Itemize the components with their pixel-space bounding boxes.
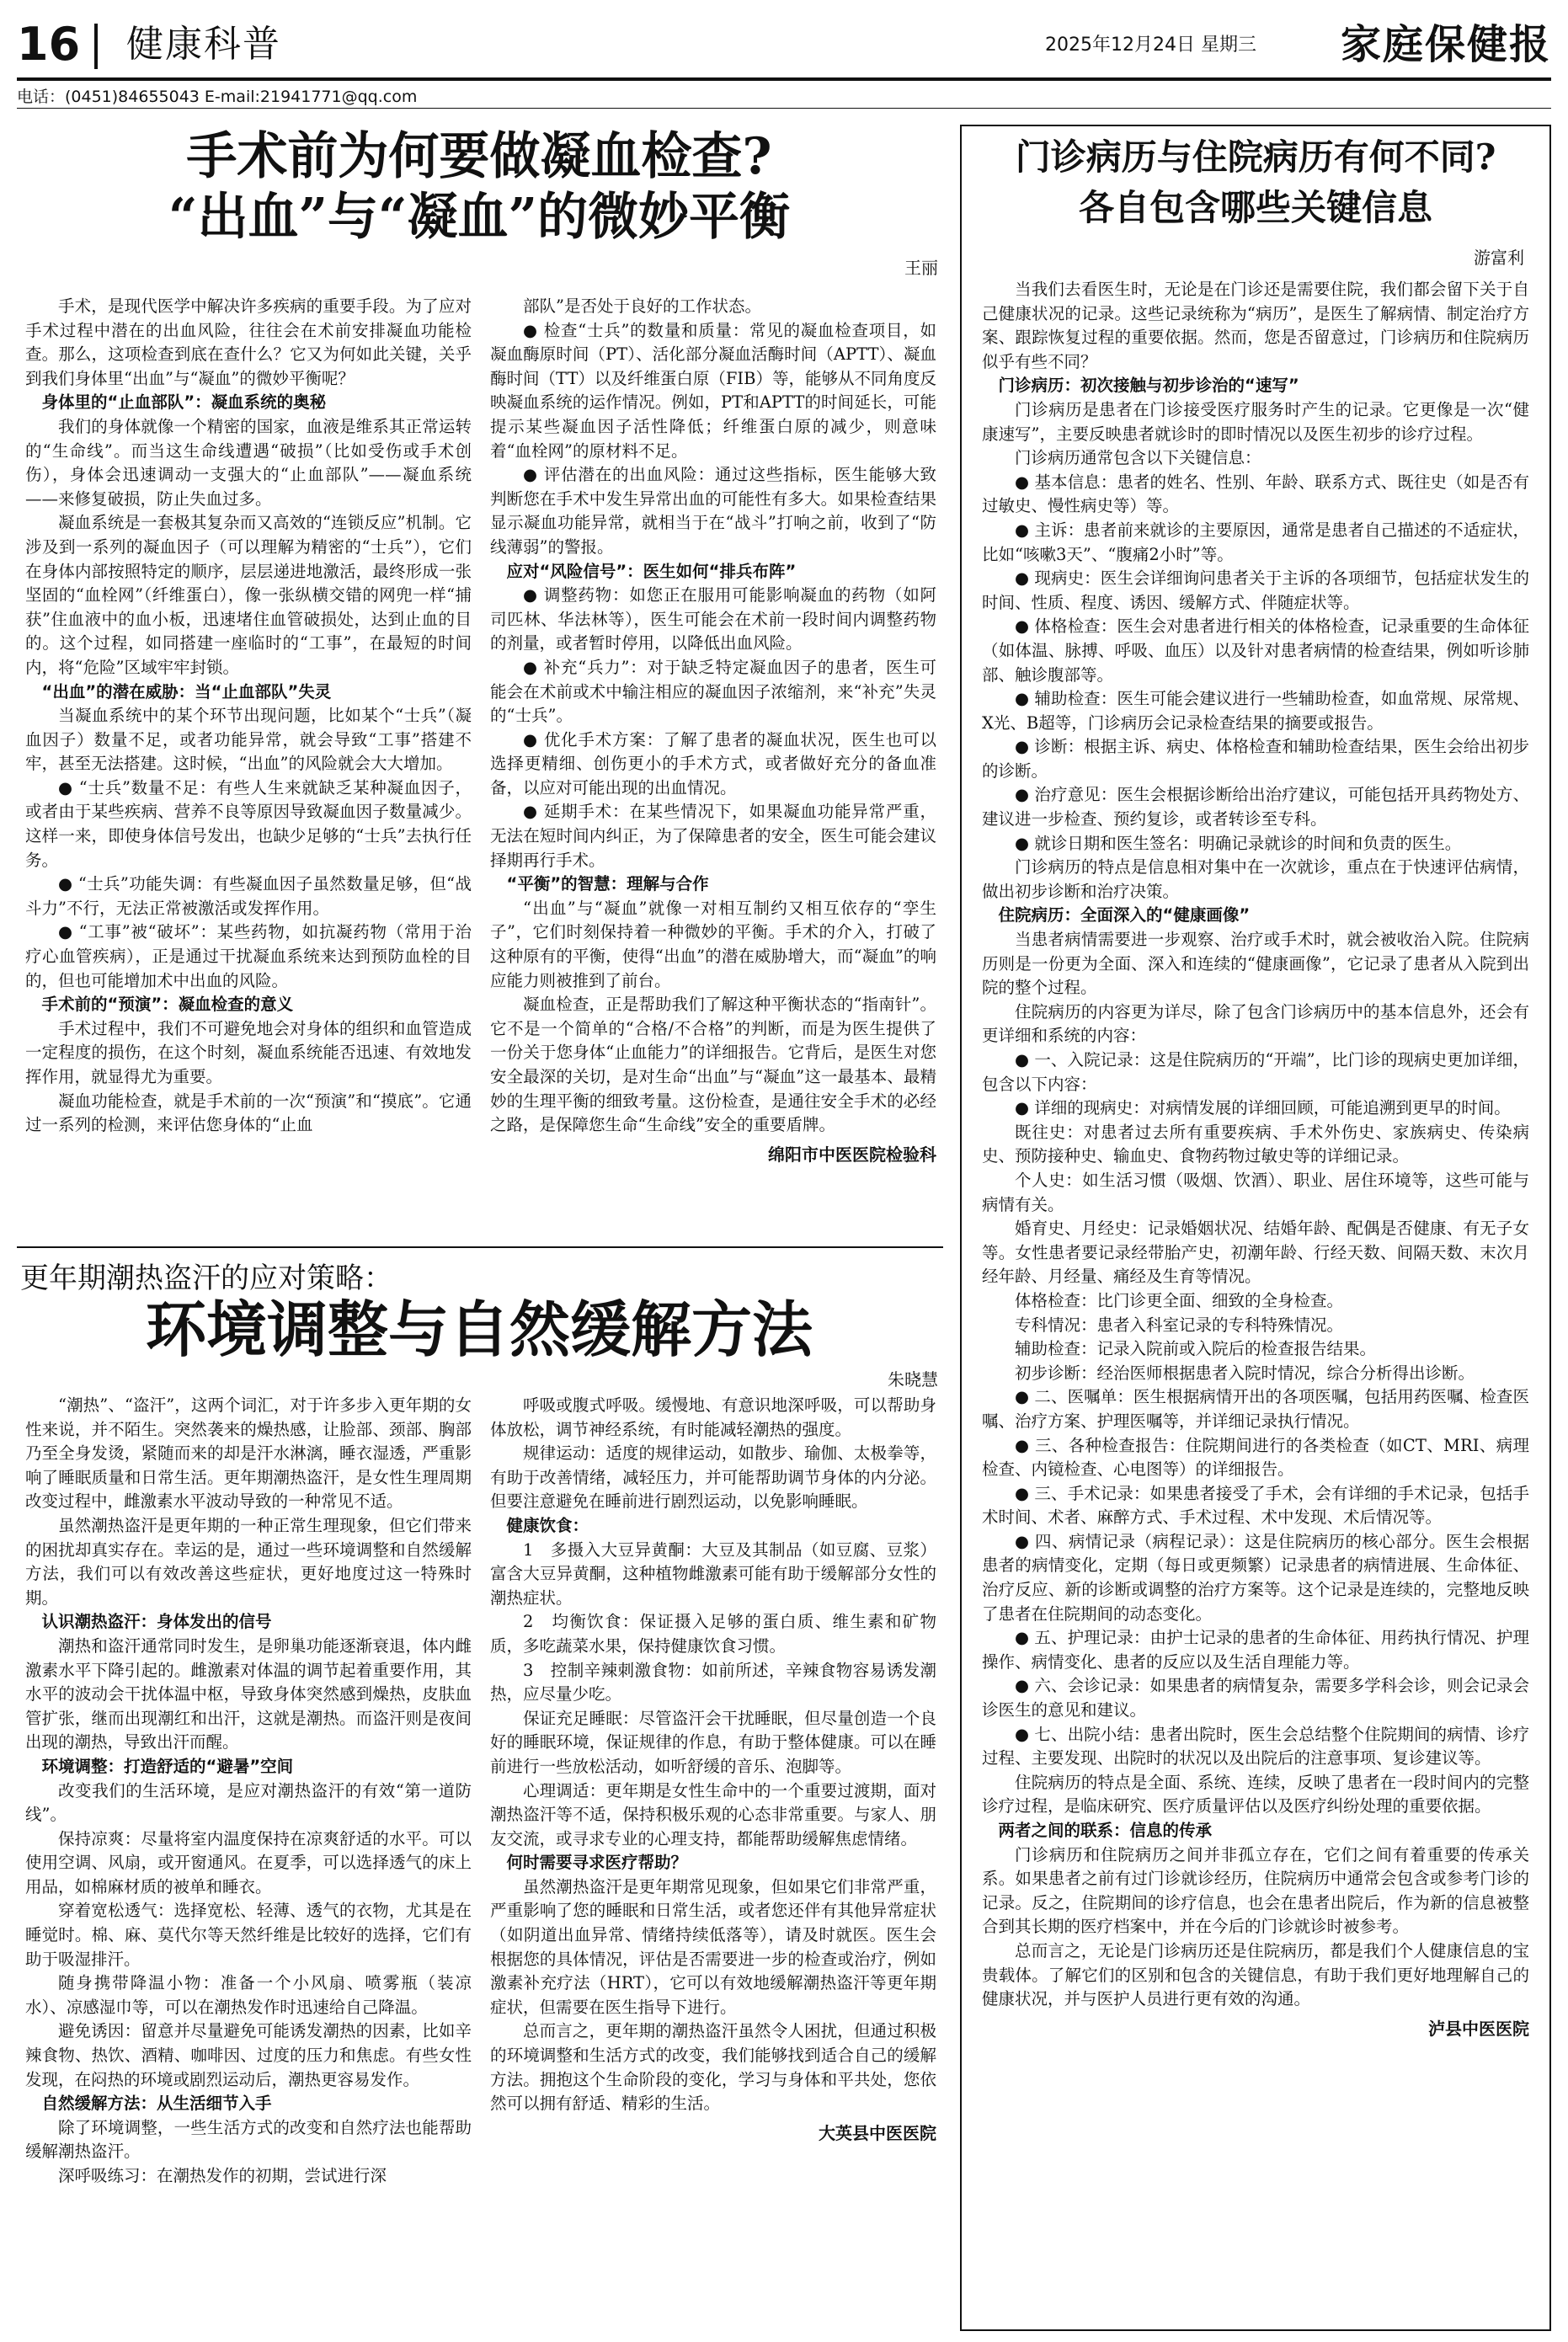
contact-line: 电话：(0451)84655043 E-mail:21941771@qq.com (17, 88, 418, 106)
paragraph: ● “工事”被“破坏”：某些药物，如抗凝药物（常用于治疗心血管疾病），正是通过干扰凝血系统来达到预防血栓的目的，但也可能增加术中出血的风险。 (25, 922, 472, 990)
paragraph: 保证充足睡眠：尽管盗汗会干扰睡眠，但尽量创造一个良好的睡眠环境，保证规律的作息，有助于整体健康。可以在睡前进行一些放松活动，如听舒缓的音乐、泡脚等。 (490, 1708, 936, 1776)
paragraph: 婚育史、月经史：记录婚姻状况、结婚年龄、配偶是否健康、有无子女等。女性患者要记录经带胎产史，初潮年龄、行经天数、间隔天数、末次月经年龄、月经量、痛经及生育等情况。 (982, 1219, 1529, 1287)
newspaper-name: 家庭保健报 (1340, 21, 1551, 68)
article-divider (17, 1246, 943, 1248)
subheading: 两者之间的联系：信息的传承 (998, 1821, 1213, 1840)
paragraph: 门诊病历是患者在门诊接受医疗服务时产生的记录。它更像是一次“健康速写”，主要反映患者就诊时的即时情况以及医生初步的诊疗过程。 (982, 399, 1529, 444)
paragraph: 专科情况：患者入科室记录的专科特殊情况。 (1015, 1315, 1344, 1335)
paragraph: 住院病历的内容更为详尽，除了包含门诊病历中的基本信息外，还会有更详细和系统的内容： (982, 1001, 1529, 1046)
paragraph: 穿着宽松透气：选择宽松、轻薄、透气的衣物，尤其是在睡觉时。棉、麻、莫代尔等天然纤维是比较好的选择，它们有助于吸湿排汗。 (25, 1901, 472, 1969)
author-affiliation: 泸县中医医院 (1428, 2018, 1529, 2039)
article2-column2 (490, 1394, 936, 2329)
paragraph: 既往史：对患者过去所有重要疾病、手术外伤史、家族病史、传染病史、预防接种史、输血史、食物药物过敏史等的详细记录。 (982, 1122, 1529, 1166)
article2-title: 环境调整与自然缓解方法 (145, 1294, 813, 1365)
paragraph: ● 诊断：根据主诉、病史、体格检查和辅助检查结果，医生会给出初步的诊断。 (982, 737, 1529, 781)
page-header (17, 15, 1551, 74)
subheading: 环境调整：打造舒适的“避暑”空间 (41, 1756, 294, 1776)
paragraph: ● 四、病情记录（病程记录）：这是住院病历的核心部分。医生会根据患者的病情变化，定期（每日或更频繁）记录患者的病情进展、生命体征、治疗反应、新的诊断或调整的治疗方案等。这个记录是连续的，完整地反映了患者在住院期间的动态变化。 (982, 1531, 1529, 1624)
page-number: 16 (17, 18, 81, 71)
paragraph: 随身携带降温小物：准备一个小风扇、喷雾瓶（装凉水）、凉感湿巾等，可以在潮热发作时迅速给自己降温。 (25, 1973, 472, 2017)
paragraph: 我们的身体就像一个精密的国家，血液是维系其正常运转的“生命线”。而当这生命线遭遇“破损”（比如受伤或手术创伤），身体会迅速调动一支强大的“止血部队”——凝血系统——来修复破损，防止失血过多。 (25, 416, 472, 509)
paragraph: 避免诱因：留意并尽量避免可能诱发潮热的因素，比如辛辣食物、热饮、酒精、咖啡因、过度的压力和焦虑。有些女性发现，在闷热的环境或剧烈运动后，潮热更容易发作。 (25, 2021, 472, 2089)
subheading: 认识潮热盗汗：身体发出的信号 (41, 1612, 272, 1632)
paragraph: ● 优化手术方案：了解了患者的凝血状况，医生也可以选择更精细、创伤更小的手术方式，或者做好充分的备血准备，以应对可能出现的出血情况。 (490, 729, 936, 798)
paragraph: 凝血系统是一套极其复杂而又高效的“连锁反应”机制。它涉及到一系列的凝血因子（可以理解为精密的“士兵”），它们在身体内部按照特定的顺序，层层递进地激活，最终形成一张坚固的“血栓网”（纤维蛋白），像一张纵横交错的网兜一样“捕获”住血液中的血小板，迅速堵住血管破损处，达到止血的目的。这个过程，如同搭建一座临时的“工事”，在最短的时间内，将“危险”区域牢牢封锁。 (25, 513, 472, 677)
paragraph: 门诊病历通常包含以下关键信息： (1015, 448, 1261, 468)
paragraph: ● 现病史：医生会详细询问患者关于主诉的各项细节，包括症状发生的时间、性质、程度、诱因、缓解方式、伴随症状等。 (982, 568, 1529, 612)
subheading: 应对“风险信号”：医生如何“排兵布阵” (506, 561, 797, 581)
paragraph: 总而言之，无论是门诊病历还是住院病历，都是我们个人健康信息的宝贵载体。了解它们的区别和包含的关键信息，有助于我们更好地理解自己的健康状况，并与医护人员进行更有效的沟通。 (982, 1940, 1529, 2009)
article2-column1 (25, 1394, 472, 2329)
paragraph: 总而言之，更年期的潮热盗汗虽然令人困扰，但通过积极的环境调整和生活方式的改变，我们能够找到适合自己的缓解方法。拥抱这个生命阶段的变化，学习与身体和平共处，您依然可以拥有舒适、精彩的生活。 (490, 2021, 936, 2114)
paragraph: 个人史：如生活习惯（吸烟、饮酒）、职业、居住环境等，这些可能与病情有关。 (982, 1170, 1529, 1214)
subheading: 手术前的“预演”：凝血检查的意义 (41, 995, 294, 1015)
paragraph: 门诊病历的特点是信息相对集中在一次就诊，重点在于快速评估病情，做出初步诊断和治疗决策。 (982, 857, 1529, 901)
paragraph: 初步诊断：经治医师根据患者入院时情况，综合分析得出诊断。 (1015, 1363, 1475, 1383)
paragraph: 深呼吸练习：在潮热发作的初期，尝试进行深 (58, 2166, 387, 2185)
paragraph: 心理调适：更年期是女性生命中的一个重要过渡期，面对潮热盗汗等不适，保持积极乐观的心态非常重要。与家人、朋友交流，或寻求专业的心理支持，都能帮助缓解焦虑情绪。 (490, 1780, 936, 1849)
paragraph: 除了环境调整，一些生活方式的改变和自然疗法也能帮助缓解潮热盗汗。 (25, 2117, 472, 2162)
paragraph: 当我们去看医生时，无论是在门诊还是需要住院，我们都会留下关于自己健康状况的记录。这些记录统称为“病历”，是医生了解病情、制定治疗方案、跟踪恢复过程的重要依据。然而，您是否留意过，门诊病历和住院病历似乎有些不同？ (982, 280, 1529, 371)
paragraph: ● 三、手术记录：如果患者接受了手术，会有详细的手术记录，包括手术时间、术者、麻醉方式、手术过程、术中发现、术后情况等。 (982, 1483, 1529, 1528)
paragraph: 门诊病历和住院病历之间并非孤立存在，它们之间有着重要的传承关系。如果患者之前有过门诊就诊经历，住院病历中通常会包含或参考门诊的记录。反之，住院期间的诊疗信息，也会在患者出院后，作为新的信息被整合到其长期的医疗档案中，并在今后的门诊就诊时被参考。 (982, 1844, 1529, 1937)
subheading: 身体里的“止血部队”：凝血系统的奥秘 (41, 392, 327, 413)
paragraph: ● “士兵”功能失调：有些凝血因子虽然数量足够，但“战斗力”不行，无法正常被激活或发挥作用。 (25, 874, 472, 918)
paragraph: ● 辅助检查：医生可能会建议进行一些辅助检查，如血常规、尿常规、X光、B超等，门诊病历会记录检查结果的摘要或报告。 (982, 689, 1529, 733)
paragraph: 虽然潮热盗汗是更年期的一种正常生理现象，但它们带来的困扰却真实存在。幸运的是，通过一些环境调整和自然缓解方法，我们可以有效改善这些症状，更好地度过这一特殊时期。 (25, 1515, 472, 1608)
paragraph: 3 控制辛辣刺激食物：如前所述，辛辣食物容易诱发潮热，应尽量少吃。 (490, 1660, 936, 1704)
article1-author: 王丽 (904, 258, 938, 278)
subheading: 住院病历：全面深入的“健康画像” (998, 905, 1251, 926)
paragraph: 潮热和盗汗通常同时发生，是卵巢功能逐渐衰退，体内雌激素水平下降引起的。雌激素对体温的调节起着重要作用，其水平的波动会干扰体温中枢，导致身体突然感到燥热，皮肤血管扩张，继而出现潮红和出汗，这就是潮热。而盗汗则是夜间出现的潮热，导致出汗而醒。 (25, 1635, 472, 1752)
paragraph: 手术，是现代医学中解决许多疾病的重要手段。为了应对手术过程中潜在的出血风险，往往会在术前安排凝血功能检查。那么，这项检查到底在查什么？它又为何如此关键，关乎到我们身体里“出血”与“凝血”的微妙平衡呢？ (25, 296, 472, 388)
paragraph: ● 评估潜在的出血风险：通过这些指标，医生能够大致判断您在手术中发生异常出血的可能性有多大。如果检查结果显示凝血功能异常，就相当于在“战斗”打响之前，收到了“防线薄弱”的警报。 (490, 465, 936, 557)
article3-author: 游富利 (1474, 248, 1524, 268)
paragraph: “出血”与“凝血”就像一对相互制约又相互依存的“孪生子”，它们时刻保持着一种微妙的平衡。手术的介入，打破了这种原有的平衡，使得“出血”的潜在威胁增大，而“凝血”的响应能力则被推到了前台。 (490, 898, 936, 990)
section-title: 健康科普 (126, 23, 281, 66)
paragraph: 住院病历的特点是全面、系统、连续，反映了患者在一段时间内的完整诊疗过程，是临床研究、医疗质量评估以及医疗纠纷处理的重要依据。 (982, 1772, 1529, 1817)
article1-title-line2: “出血”与“凝血”的微妙平衡 (168, 188, 791, 247)
article3-title-line2: 各自包含哪些关键信息 (1078, 187, 1432, 228)
paragraph: ● 五、护理记录：由护士记录的患者的生命体征、用药执行情况、护理操作、病情变化、患者的反应以及生活自理能力等。 (982, 1628, 1529, 1672)
paragraph: 规律运动：适度的规律运动，如散步、瑜伽、太极拳等，有助于改善情绪，减轻压力，并可能帮助调节身体的内分泌。但要注意避免在睡前进行剧烈运动，以免影响睡眠。 (490, 1443, 936, 1512)
paragraph: 保持凉爽：尽量将室内温度保持在凉爽舒适的水平。可以使用空调、风扇，或开窗通风。在夏季，可以选择透气的床上用品，如棉麻材质的被单和睡衣。 (25, 1828, 472, 1897)
subheading: 门诊病历：初次接触与初步诊治的“速写” (998, 376, 1299, 396)
contact-rule (17, 108, 1551, 109)
paragraph: ● 治疗意见：医生会根据诊断给出治疗建议，可能包括开具药物处方、建议进一步检查、预约复诊，或者转诊至专科。 (982, 785, 1529, 830)
paragraph: 体格检查：比门诊更全面、细致的全身检查。 (1015, 1290, 1344, 1310)
paragraph: ● 检查“士兵”的数量和质量：常见的凝血检查项目，如凝血酶原时间（PT）、活化部分凝血活酶时间（APTT）、凝血酶时间（TT）以及纤维蛋白原（FIB）等，能够从不同角度反映凝血系统的运作情况。例如，PT和APTT的时间延长，可能提示某些凝血因子活性降低；纤维蛋白原的减少，则意味着“血栓网”的原材料不足。 (490, 320, 936, 461)
paragraph: ● 详细的现病史：对病情发展的详细回顾，可能追溯到更早的时间。 (1015, 1098, 1511, 1118)
paragraph: “潮热”、“盗汗”，这两个词汇，对于许多步入更年期的女性来说，并不陌生。突然袭来的燥热感，让脸部、颈部、胸部乃至全身发烫，紧随而来的却是汗水淋漓，睡衣湿透，严重影响了睡眠质量和日常生活。更年期潮热盗汗，是女性生理周期改变过程中，雌激素水平波动导致的一种常见不适。 (25, 1395, 472, 1512)
paragraph: ● 六、会诊记录：如果患者的病情复杂，需要多学科会诊，则会记录会诊医生的意见和建议。 (982, 1676, 1529, 1720)
paragraph: 呼吸或腹式呼吸。缓慢地、有意识地深呼吸，可以帮助身体放松，调节神经系统，有时能减轻潮热的强度。 (490, 1395, 936, 1439)
paragraph: 2 均衡饮食：保证摄入足够的蛋白质、维生素和矿物质，多吃蔬菜水果，保持健康饮食习惯。 (490, 1612, 936, 1656)
paragraph: ● 延期手术：在某些情况下，如果凝血功能异常严重，无法在短时间内纠正，为了保障患者的安全，医生可能会建议择期再行手术。 (490, 802, 936, 870)
paragraph: 辅助检查：记录入院前或入院后的检查报告结果。 (1015, 1339, 1377, 1359)
paragraph: ● 调整药物：如您正在服用可能影响凝血的药物（如阿司匹林、华法林等），医生可能会在术前一段时间内调整药物的剂量，或者暂时停用，以降低出血风险。 (490, 585, 936, 654)
subheading: 自然缓解方法：从生活细节入手 (41, 2094, 272, 2114)
article1-title-line1: 手术前为何要做凝血检查? (186, 127, 772, 186)
paragraph: ● 主诉：患者前来就诊的主要原因，通常是患者自己描述的不适症状，比如“咳嗽3天”、“腹痛2小时”等。 (982, 520, 1529, 564)
paragraph: ● “士兵”数量不足：有些人生来就缺乏某种凝血因子，或者由于某些疾病、营养不良等原因导致凝血因子数量减少。这样一来，即使身体信号发出，也缺少足够的“士兵”去执行任务。 (25, 777, 472, 870)
author-affiliation: 绵阳市中医医院检验科 (768, 1144, 936, 1165)
subheading: 健康饮食： (506, 1515, 589, 1535)
paragraph: 改变我们的生活环境，是应对潮热盗汗的有效“第一道防线”。 (25, 1780, 472, 1825)
paragraph: ● 一、入院记录：这是住院病历的“开端”，比门诊的现病史更加详细，包含以下内容： (982, 1050, 1529, 1094)
paragraph: 手术过程中，我们不可避免地会对身体的组织和血管造成一定程度的损伤，在这个时刻，凝血系统能否迅速、有效地发挥作用，就显得尤为重要。 (25, 1018, 472, 1086)
paragraph: ● 基本信息：患者的姓名、性别、年龄、联系方式、既往史（如是否有过敏史、慢性病史等）等。 (982, 472, 1529, 516)
article2-kicker: 更年期潮热盗汗的应对策略： (20, 1262, 392, 1295)
article1-column1 (25, 295, 472, 1221)
article1-column2 (490, 295, 936, 1238)
subheading: 何时需要寻求医疗帮助？ (506, 1853, 688, 1873)
paragraph: 1 多摄入大豆异黄酮：大豆及其制品（如豆腐、豆浆）富含大豆异黄酮，这种植物雌激素可能有助于缓解部分女性的潮热症状。 (490, 1539, 936, 1608)
paragraph: 部队”是否处于良好的工作状态。 (523, 296, 761, 316)
paragraph: 凝血功能检查，就是手术前的一次“预演”和“摸底”。它通过一系列的检测，来评估您身体的“止血 (25, 1091, 472, 1135)
header-divider (94, 24, 98, 69)
paragraph: ● 补充“兵力”：对于缺乏特定凝血因子的患者，医生可能会在术前或术中输注相应的凝血因子浓缩剂，来“补充”失灵的“士兵”。 (490, 657, 936, 726)
article2-author: 朱晓慧 (888, 1369, 938, 1390)
paragraph: ● 三、各种检查报告：住院期间进行的各类检查（如CT、MRI、病理检查、内镜检查、心电图等）的详细报告。 (982, 1435, 1529, 1480)
paragraph: ● 就诊日期和医生签名：明确记录就诊的时间和负责的医生。 (1015, 833, 1462, 853)
article3-column (982, 278, 1529, 2324)
paragraph: ● 二、医嘱单：医生根据病情开出的各项医嘱，包括用药医嘱、检查医嘱、治疗方案、护理医嘱等，并详细记录执行情况。 (982, 1387, 1529, 1431)
article3-title-line1: 门诊病历与住院病历有何不同? (1015, 136, 1496, 178)
paragraph: 当患者病情需要进一步观察、治疗或手术时，就会被收治入院。住院病历则是一份更为全面、深入和连续的“健康画像”，它记录了患者从入院到出院的整个过程。 (982, 930, 1529, 998)
paragraph: ● 七、出院小结：患者出院时，医生会总结整个住院期间的病情、诊疗过程、主要发现、出院时的状况以及出院后的注意事项、复诊建议等。 (982, 1724, 1529, 1769)
header-rule (17, 77, 1551, 81)
subheading: “出血”的潜在威胁：当“止血部队”失灵 (41, 681, 332, 702)
author-affiliation: 大英县中医医院 (819, 2122, 936, 2143)
subheading: “平衡”的智慧：理解与合作 (506, 874, 709, 894)
paragraph: 当凝血系统中的某个环节出现问题，比如某个“士兵”（凝血因子）数量不足，或者功能异常，就会导致“工事”搭建不牢，甚至无法搭建。这时候，“出血”的风险就会大大增加。 (25, 706, 472, 774)
paragraph: ● 体格检查：医生会对患者进行相关的体格检查，记录重要的生命体征（如体温、脉搏、呼吸、血压）以及针对患者病情的检查结果，例如听诊肺部、触诊腹部等。 (982, 616, 1529, 685)
paragraph: 虽然潮热盗汗是更年期常见现象，但如果它们非常严重，严重影响了您的睡眠和日常生活，或者您还伴有其他异常症状（如阴道出血异常、情绪持续低落等），请及时就医。医生会根据您的具体情况，评估是否需要进一步的检查或治疗，例如激素补充疗法（HRT），它可以有效地缓解潮热盗汗等更年期症状，但需要在医生指导下进行。 (490, 1876, 936, 2017)
issue-date: 2025年12月24日 星期三 (1045, 35, 1256, 56)
paragraph: 凝血检查，正是帮助我们了解这种平衡状态的“指南针”。它不是一个简单的“合格/不合格”的判断，而是为医生提供了一份关于您身体“止血能力”的详细报告。它背后，是医生对您安全最深的关切，是对生命“出血”与“凝血”这一最基本、最精妙的生理平衡的细致考量。这份检查，是通往安全手术的必经之路，是保障您生命“生命线”安全的重要盾牌。 (490, 995, 936, 1135)
